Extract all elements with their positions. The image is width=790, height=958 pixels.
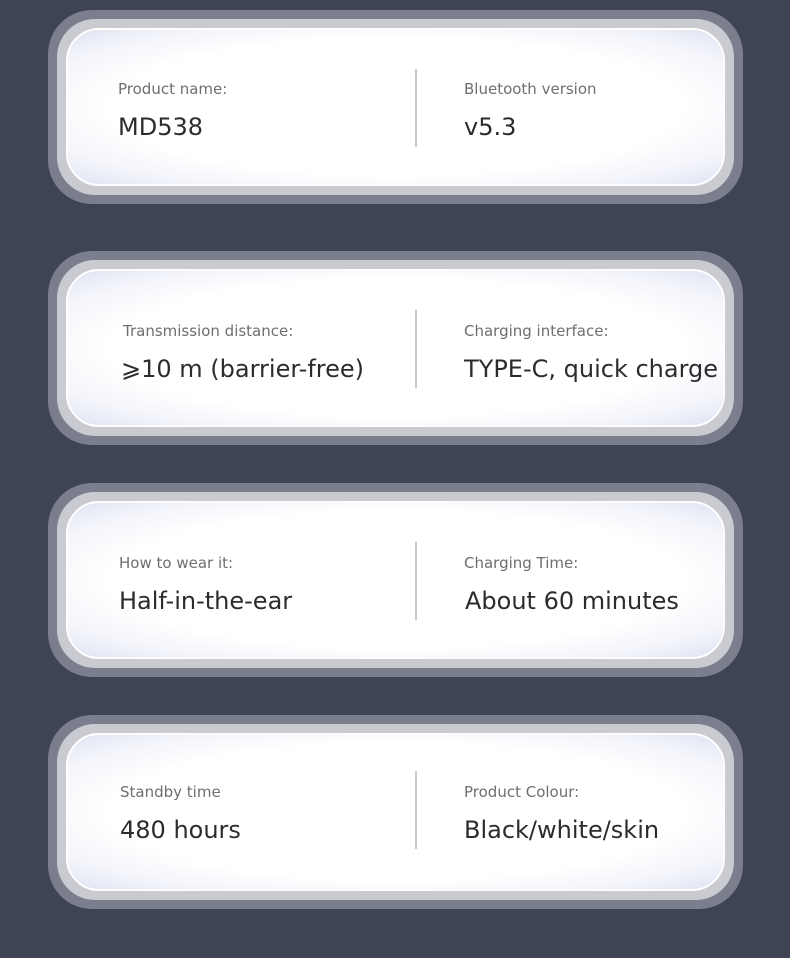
card-divider [415,310,417,388]
spec-label-product-name: Product name: [118,80,228,98]
spec-value-standby-time: 480 hours [120,816,241,844]
spec-card-product [48,10,743,204]
spec-card-wear [48,483,743,677]
card-divider [415,542,417,620]
card-face [68,271,723,425]
card-face [68,30,723,184]
spec-label-bluetooth-version: Bluetooth version [464,80,597,98]
spec-label-charging-time: Charging Time: [464,554,579,572]
card-panel [66,28,725,186]
card-frame [57,492,734,668]
spec-value-product-name: MD538 [118,113,203,141]
spec-value-wear-style: Half-in-the-ear [119,587,293,615]
card-panel [66,501,725,659]
spec-label-charging-interface: Charging interface: [464,322,609,340]
card-frame [57,19,734,195]
spec-value-product-colour: Black/white/skin [464,816,660,844]
card-face [68,503,723,657]
spec-label-wear-style: How to wear it: [119,554,234,572]
spec-card-battery [48,715,743,909]
spec-label-standby-time: Standby time [120,783,221,801]
card-face [68,735,723,889]
card-frame [57,260,734,436]
card-divider [415,69,417,147]
card-divider [415,771,417,849]
card-panel [66,269,725,427]
spec-card-connectivity [48,251,743,445]
spec-value-charging-interface: TYPE-C, quick charge [464,355,719,383]
card-panel [66,733,725,891]
card-frame [57,724,734,900]
spec-label-transmission-distance: Transmission distance: [123,322,294,340]
spec-value-charging-time: About 60 minutes [465,587,679,615]
spec-value-bluetooth-version: v5.3 [464,113,517,141]
spec-value-transmission-distance: ⩾10 m (barrier-free) [121,355,365,383]
spec-label-product-colour: Product Colour: [464,783,580,801]
